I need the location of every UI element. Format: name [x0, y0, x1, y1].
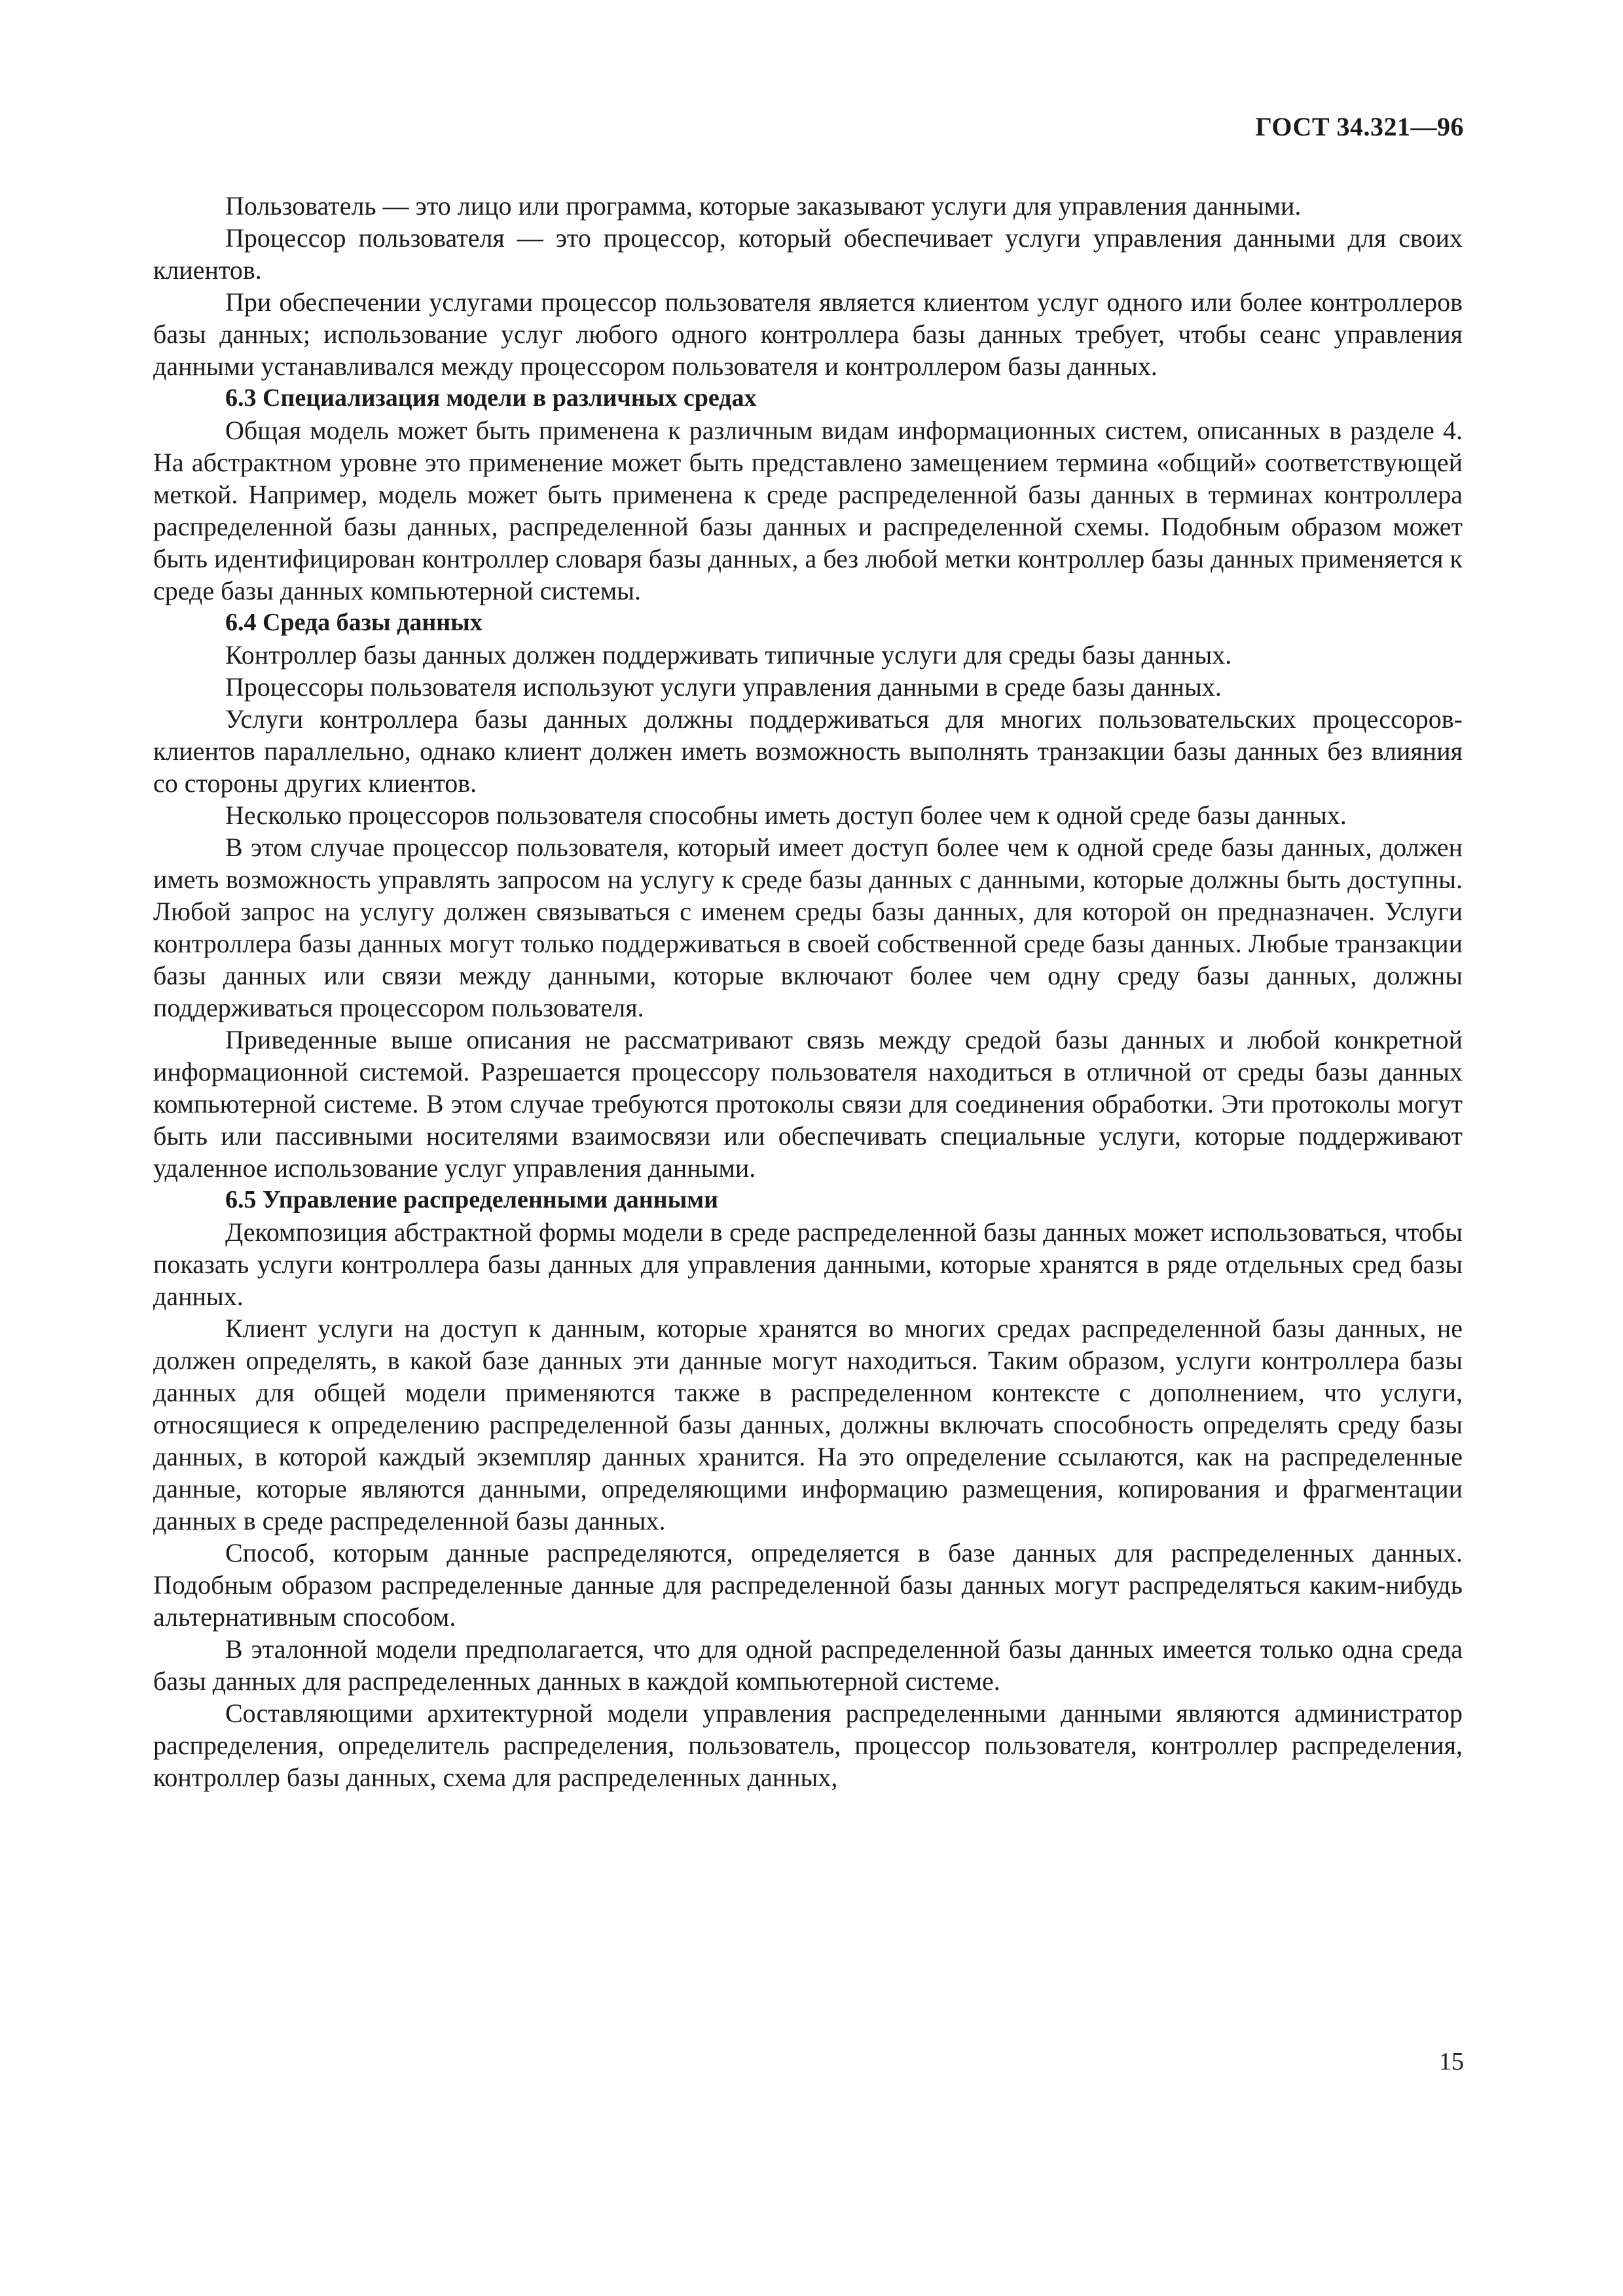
section-heading-6-4: 6.4 Среда базы данных — [225, 609, 483, 636]
paragraph: В этом случае процессор пользователя, который имеет доступ более чем к одной среде базы данных, должен иметь возможность управлять запросом на услугу к среде базы данных с данными, которые должны быть доступны. Любой запрос на услугу должен связываться с именем среды базы данных, для которой он предназначен. Услуги контроллера базы данных могут только поддерживаться в своей собственной среде базы данных. Любые транзакции базы данных или связи между данными, которые включают более чем одну среду базы данных, должны поддерживаться процессором пользователя. — [153, 833, 1463, 1022]
paragraph: Приведенные выше описания не рассматривают связь между средой базы данных и любой конкретной информационной системой. Разрешается процессору пользователя находиться в отличной от среды базы данных компьютерной системе. В этом случае требуются протоколы связи для соединения обработки. Эти протоколы могут быть или пассивными носителями взаимосвязи или обеспечивать специальные услуги, которые поддерживают удаленное использование услуг управления данными. — [153, 1025, 1463, 1183]
paragraph: В эталонной модели предполагается, что для одной распределенной базы данных имеется только одна среда базы данных для распределенных данных в каждой компьютерной системе. — [153, 1634, 1463, 1696]
paragraph: Несколько процессоров пользователя способны иметь доступ более чем к одной среде базы данных. — [225, 800, 1347, 830]
paragraph: Пользователь — это лицо или программа, которые заказывают услуги для управления данными. — [225, 191, 1302, 221]
paragraph: Клиент услуги на доступ к данным, которые хранятся во многих средах распределенной базы данных, не должен определять, в какой базе данных эти данные могут находиться. Таким образом, услуги контроллера базы данных для общей модели применяются также в распределенном контексте с дополнением, что услуги, относящиеся к определению распределенной базы данных, должны включать способность определять среду базы данных, в которой каждый экземпляр данных хранится. На это определение ссылаются, как на распределенные данные, которые являются данными, определяющими информацию размещения, копирования и фрагментации данных в среде распределенной базы данных. — [153, 1314, 1463, 1535]
paragraph: Контроллер базы данных должен поддерживать типичные услуги для среды базы данных. — [225, 640, 1232, 670]
document-standard-number: ГОСТ 34.321—96 — [1255, 112, 1464, 141]
section-heading-6-5: 6.5 Управление распределенными данными — [225, 1186, 719, 1213]
paragraph: Процессоры пользователя используют услуги управления данными в среде базы данных. — [225, 672, 1222, 702]
section-heading-6-3: 6.3 Специализация модели в различных средах — [225, 384, 757, 412]
paragraph: Процессор пользователя — это процессор, который обеспечивает услуги управления данными для своих клиентов. — [153, 223, 1463, 285]
paragraph: Услуги контроллера базы данных должны поддерживаться для многих пользовательских процессоров-клиентов параллельно, однако клиент должен иметь возможность выполнять транзакции базы данных без влияния со стороны других клиентов. — [153, 704, 1463, 798]
paragraph: Общая модель может быть применена к различным видам информационных систем, описанных в разделе 4. На абстрактном уровне это применение может быть представлено замещением термина «общий» соответствующей меткой. Например, модель может быть применена к среде распределенной базы данных в терминах контроллера распределенной базы данных, распределенной базы данных и распределенной схемы. Подобным образом может быть идентифицирован контроллер словаря базы данных, а без любой метки контроллер базы данных применяется к среде базы данных компьютерной системы. — [153, 416, 1463, 605]
page-number: 15 — [1439, 2048, 1464, 2075]
document-body — [153, 190, 1463, 1793]
paragraph: Составляющими архитектурной модели управления распределенными данными являются администратор распределения, определитель распределения, пользователь, процессор пользователя, контроллер распределения, контроллер базы данных, схема для распределенных данных, — [153, 1698, 1463, 1792]
paragraph: Способ, которым данные распределяются, определяется в базе данных для распределенных данных. Подобным образом распределенные данные для распределенной базы данных могут распределяться каким-нибудь альтернативным способом. — [153, 1538, 1463, 1632]
paragraph: При обеспечении услугами процессор пользователя является клиентом услуг одного или более контроллеров базы данных; использование услуг любого одного контроллера базы данных требует, чтобы сеанс управления данными устанавливался между процессором пользователя и контроллером базы данных. — [153, 287, 1463, 381]
paragraph: Декомпозиция абстрактной формы модели в среде распределенной базы данных может использоваться, чтобы показать услуги контроллера базы данных для управления данными, которые хранятся в ряде отдельных сред базы данных. — [153, 1217, 1463, 1311]
